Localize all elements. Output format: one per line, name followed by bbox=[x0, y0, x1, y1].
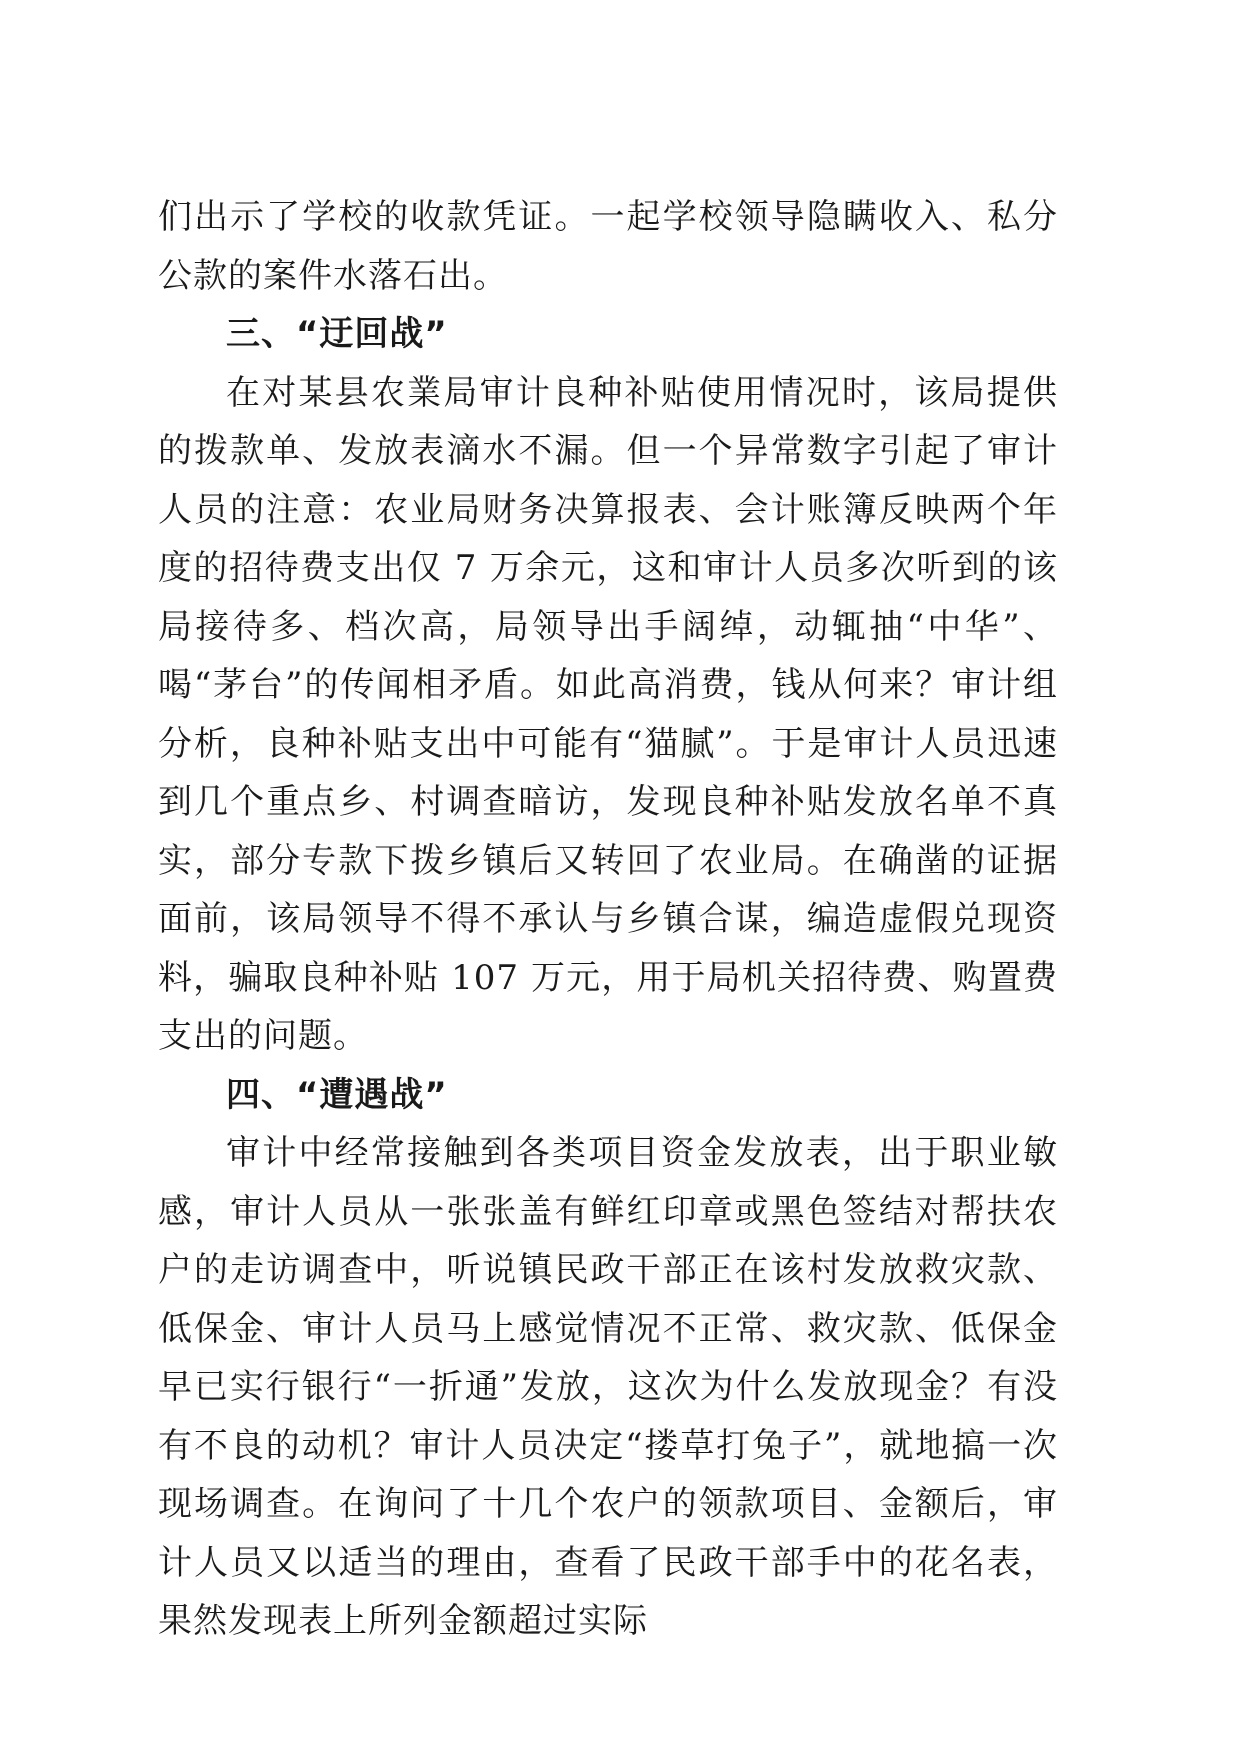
section-heading-3: 三、“迂回战” bbox=[226, 314, 448, 354]
paragraph-section-3: 在对某县农業局审计良种补贴使用情况时，该局提供的拨款单、发放表滴水不漏。但一个异常数字引起了审计人员的注意：农业局财务决算报表、会计账簿反映两个年度的招待费支出仅 7 万余元，这和审计人员多次听到的该局接待多、档次高，局领导出手阔绰，动辄抽“中华”、喝“茅台”的传闻相矛盾。如此高消费，钱从何来？审计组分析，良种补贴支出中可能有“猫腻”。于是审计人员迅速到几个重点乡、村调查暗访，发现良种补贴发放名单不真实，部分专款下拨乡镇后又转回了农业局。在确凿的证据面前，该局领导不得不承认与乡镇合谋，编造虚假兑现资料，骗取良种补贴 107 万元，用于局机关招待费、购置费支出的问题。 bbox=[158, 372, 1058, 1056]
section-heading-4: 四、“遭遇战” bbox=[226, 1074, 448, 1115]
paragraph-section-4: 审计中经常接触到各类项目资金发放表，出于职业敏感，审计人员从一张张盖有鲜红印章或黑色签结对帮扶农户的走访调查中，听说镇民政干部正在该村发放救灾款、低保金、审计人员马上感觉情况不正常、救灾款、低保金早已实行银行“一折通”发放，这次为什么发放现金？有没有不良的动机？审计人员决定“搂草打兔子”，就地搞一次现场调查。在询问了十几个农户的领款项目、金额后，审计人员又以适当的理由，查看了民政干部手中的花名表，果然发现表上所列金额超过实际 bbox=[158, 1133, 1058, 1641]
body-text bbox=[158, 188, 1058, 1651]
paragraph-continuation: 们出示了学校的收款凭证。一起学校领导隐瞒收入、私分公款的案件水落石出。 bbox=[158, 197, 1058, 296]
